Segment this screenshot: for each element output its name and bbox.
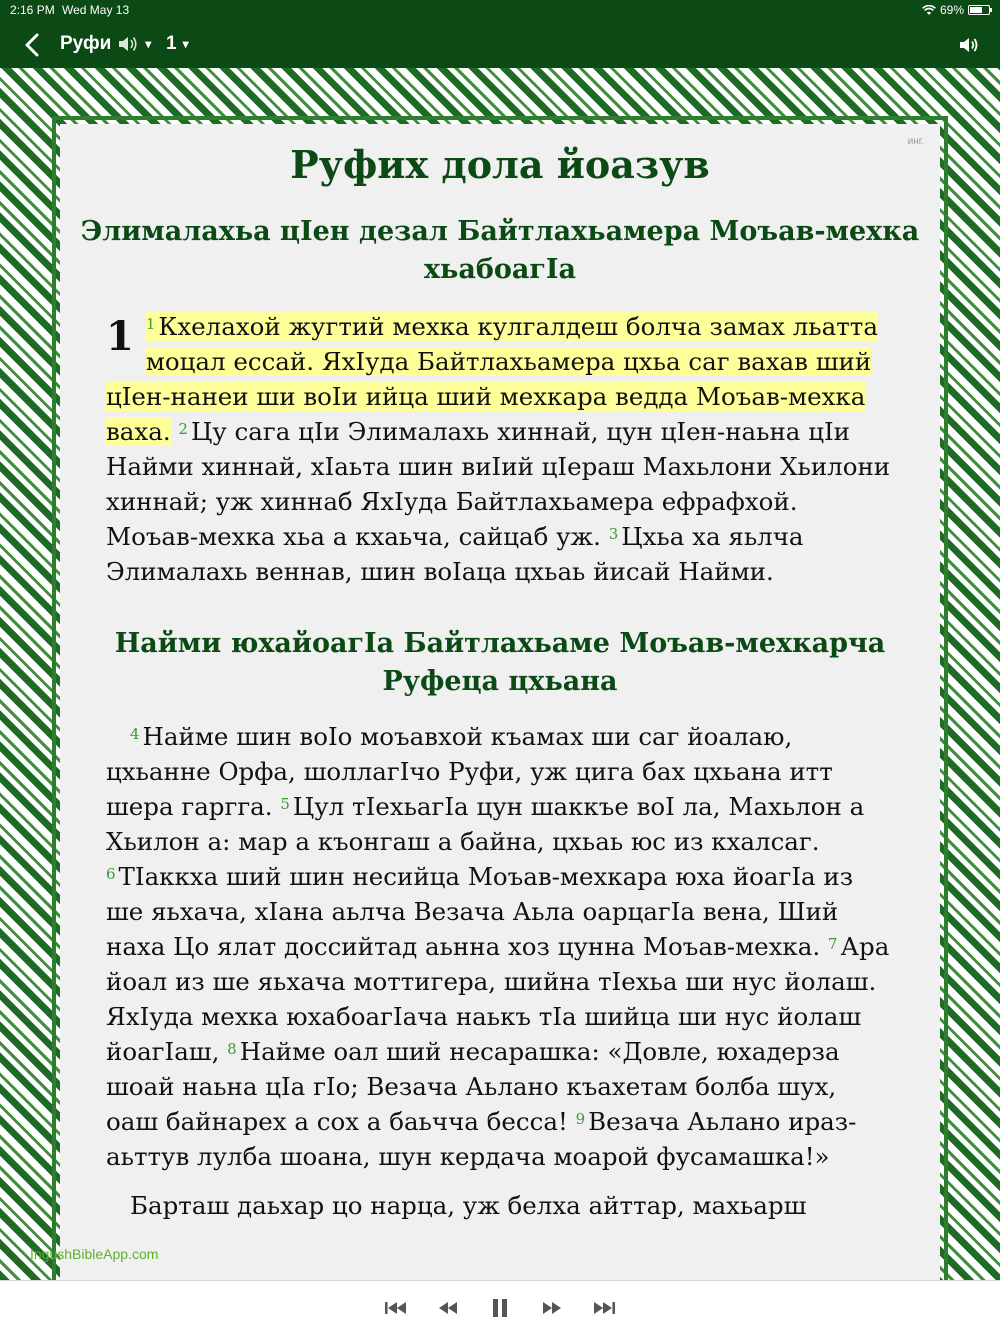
verse-text[interactable]: Барташ даьхар цо нарца, уж белха айттар, махьарш [130,1191,807,1220]
status-time: 2:16 PM [10,3,55,17]
section-heading-2: Найми юхайоагIа Байтлахьаме Моъав-мехкарча Руфеца цхьана [114,628,886,697]
verse-text[interactable]: Найме оал ший несарашка: «Довле, юхадерза шоай наьна цIа гIо; Везача Аьлано къахетам болба шух, оаш байнарех а сох а баьчча бесса! [106,1037,840,1136]
ornamental-border [0,68,1000,1280]
verse-text: Кхелахой жугтий мехка кулгалдеш болча замах льатта моцал ессай. ЯхIуда Байтлахьамера цхьа саг вахав ший цIен-нанеи ши воIи ийца ший мехкара ведда Моъав-мехка ваха. [106,312,878,446]
verse-number: 3 [608,525,619,543]
chapter-number-dropcap: 1 [106,313,134,360]
verse-text[interactable]: Ара йоал из ше яьхача моттигера, шийна тIехьа ши нус йолаш. ЯхIуда мехка юхабоагIача наькъ тIа шийца ши нус йолаш йоагIаш, [106,932,890,1066]
fast-forward-button[interactable] [539,1297,565,1319]
paragraph-2 [60,719,940,1174]
paragraph-3-partial [60,1188,940,1223]
book-selector[interactable] [60,33,151,55]
scripture-page[interactable] [60,124,940,1280]
verse-number: 6 [106,865,116,883]
paragraph-1 [60,309,940,589]
status-right [922,3,990,17]
fast-forward-icon [541,1300,563,1316]
status-bar [0,0,1000,22]
book-name: Руфи [60,33,112,54]
skip-to-end-button[interactable] [591,1297,617,1319]
verse-number: 2 [178,420,188,438]
skip-to-end-icon [592,1300,616,1316]
navigation-bar [0,22,1000,68]
verse-text[interactable]: Цу сага цIи Элималахь хиннай, цун цIен-наьна цIи Найми хиннай, хIаьта шин виIий цIераш Махьлони Хьилони хиннай; уж хиннаб ЯхIуда Байтлахьамера ефрафхой. Моъав-мехка хьа а кхаьча, сайцаб уж. [106,417,891,551]
wifi-icon [922,5,936,16]
playback-toolbar [0,1280,1000,1335]
language-label[interactable]: инг. [907,136,924,147]
chapter-number: 1 [166,33,177,54]
verse-text[interactable]: Цул тIехьагIа цун шаккъе воI ла, Махьлон а Хьилон а: мар а къонгаш а байна, цхьаь юс из кхалсаг. [106,792,865,856]
chevron-down-icon: ▾ [182,37,189,51]
chevron-down-icon: ▾ [145,37,152,51]
verse-number: 4 [130,725,140,743]
verse-number: 9 [575,1110,586,1128]
verse-number: 7 [827,935,838,953]
verse-text[interactable]: Цхьа ха яьлча Элималахь веннав, шин воIаца цхьаь йисай Найми. [106,522,804,586]
battery-icon [968,5,990,15]
verse-text[interactable]: Найме шин воIо моъавхой къамах ши саг йоалаю, цхьанне Орфа, шоллагIчо Руфи, уж цига бах цхьана итт шера гаргга. [106,722,833,821]
verse-text[interactable]: ТIаккха ший шин несийца Моъав-мехкара юха йоагIа из ше яьхача, хIана аьлча Везача Аьла оарцагIа вена, Ший наха Цо ялат доссийтад аьнна хоз цунна Моъав-мехка. [106,862,854,961]
verse-number: 1 [145,315,156,333]
book-title: Руфих дола йоазув [290,142,710,187]
rewind-icon [437,1300,459,1316]
verse-text[interactable]: Везача Аьлано ираз-аьттув лулба шоана, шун кердача моарой фусамашка!» [106,1107,857,1171]
rewind-button[interactable] [435,1297,461,1319]
chapter-selector[interactable] [166,33,189,55]
skip-to-start-icon [384,1300,408,1316]
watermark: IngushBibleApp.com [30,1246,159,1262]
verse-number: 8 [227,1040,237,1058]
chevron-left-icon[interactable] [20,30,44,60]
skip-to-start-button[interactable] [383,1297,409,1319]
section-heading-1: Элималахьа цIен дезал Байтлахьамера Моъав-мехка хьабоагIа [80,216,920,285]
pause-button[interactable] [487,1297,513,1319]
status-date: Wed May 13 [62,3,130,17]
pause-icon [491,1298,509,1318]
verse-number: 5 [280,795,290,813]
speaker-icon[interactable] [958,34,980,56]
speaker-with-sound-icon [117,34,139,54]
battery-percent: 69% [939,3,964,17]
